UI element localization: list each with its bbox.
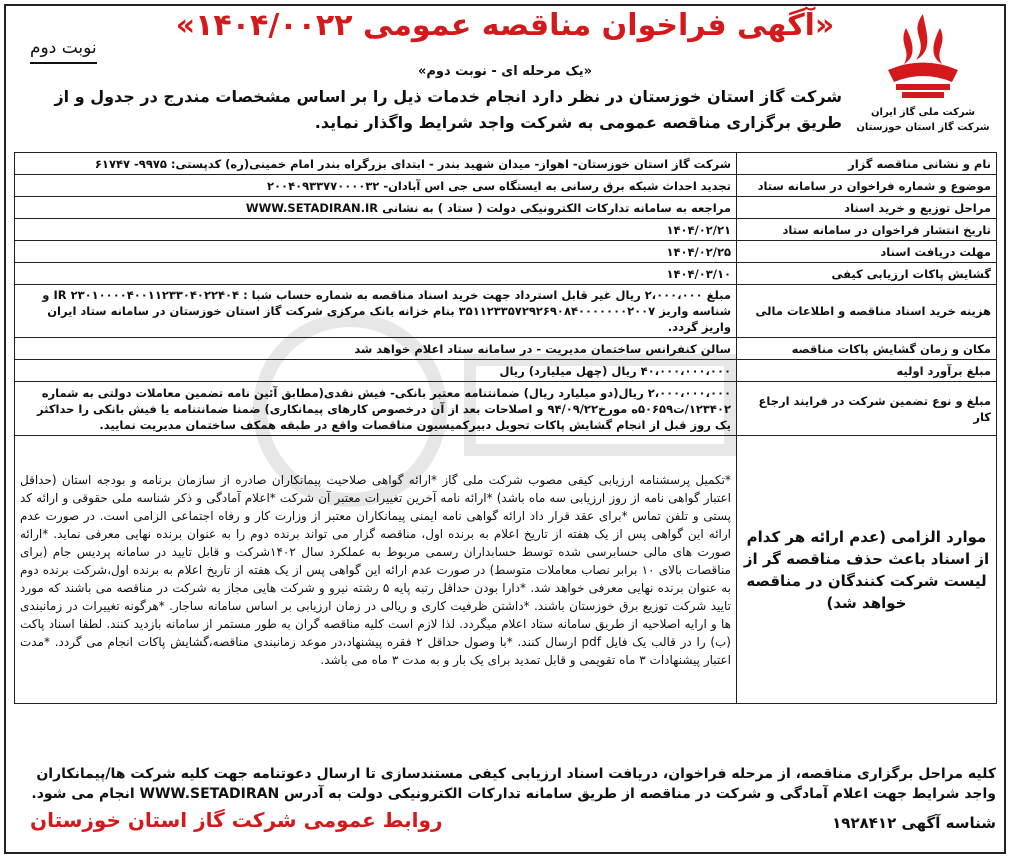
table-row (15, 285, 997, 338)
row-label: تاریخ انتشار فراخوان در سامانه ستاد (737, 219, 997, 241)
tender-info-table (14, 152, 997, 704)
row-label: گشایش پاکات ارزیابی کیفی (737, 263, 997, 285)
company-logo (848, 10, 998, 145)
row-value: ۴۰،۰۰۰،۰۰۰،۰۰۰ ریال (چهل میلیارد) ریال (15, 360, 737, 382)
logo-caption-1: شرکت ملی گاز ایران (871, 107, 975, 118)
page-subtitle: «یک مرحله ای - نوبت دوم» (417, 64, 593, 79)
logo-caption-2: شرکت گاز استان خوزستان (856, 121, 990, 133)
row-value: مبلغ ۲،۰۰۰،۰۰۰ ریال غیر قابل استرداد جهت خرید اسناد مناقصه به شماره حساب شبا : IR ۲۳۰۱۰۰۰۰۴۰۰۱۱۲۳۳۰۴۰۲۲۴۰۴ و شناسه واریز ۳۵۱۱۲۳۳۵۷۲۹۲۶۹۰۸۴۰۰۰۰۰۰۰۲۰۰۷ بنام خزانه بانک مرکزی شرکت گاز استان خوزستان در سامانه ستاد ایران واریز گردد. (15, 285, 737, 338)
table-row (15, 241, 997, 263)
public-relations-signature: روابط عمومی شرکت گاز استان خوزستان (30, 808, 443, 832)
ad-id: شناسه آگهی ۱۹۲۸۴۱۲ (832, 814, 996, 832)
table-row (15, 360, 997, 382)
row-value: شرکت گاز استان خوزستان- اهواز- میدان شهید بندر - ابتدای بزرگراه بندر امام خمینی(ره) کدپستی: ۹۹۷۵- ۶۱۷۴۷ (15, 153, 737, 175)
requirements-text: *تکمیل پرسشنامه ارزیابی کیفی مصوب شرکت ملی گاز *ارائه گواهی صلاحیت پیمانکاران صادره از سازمان برنامه و بودجه استان (حداقل اعتبار گواهی نامه از روز ارزیابی سه ماه باشد) *ارائه نامه آخرین تغییرات معتبر آن شرکت *اعلام آمادگی و ذکر شناسه ملی حقوقی و ارائه کد پستی و تلفن تماس *برای عقد قرار داد ارائه گواهی نامه ایمنی پیمانکاران معتبر از وزارت کار و رفاه اجتماعی الزامی است. در صورت عدم ارائه این گواهی پس از یک هفته از تاریخ اعلام به برنده اول، مناقصه گزار می تواند برنده دوم را به عنوان برنده نهایی معرفی نماید. *ارائه صورت های مالی حسابرسی شده توسط حسابداران رسمی مربوط به عملکرد سال ۱۴۰۲شرکت و قابل تایید در سامانه پردیس جام (برای مناقصات بالای ۱۰ برابر نصاب معاملات متوسط) در صورت عدم ارائه این گواهی پس از یک هفته از تاریخ اعلام به برنده اول،شرکت برنده دوم به عنوان برنده نهایی معرفی خواهد شد. *دارا بودن حداقل رتبه پایه ۵ رشته نیرو و شرکت هایی مجاز به شرکت در مناقصه می باشند که مورد تایید شرکت توزیع برق خوزستان باشند. *داشتن ظرفیت کاری و ریالی در زمان ارزیابی بر اساس سامانه ساجار. *هرگونه تغییرات در زمانبندی ها و ارایه اصلاحیه از طریق سامانه ستاد اعلام میگردد. لذا لازم است کلیه مناقصه گران به طور مستمر از سامانه بازدید کنند. لطفا اسناد پاکت (ب) را در قالب یک فایل pdf ارسال کنند. *با وصول حداقل ۲ فقره پیشنهاد،در موعد زمانبندی مناقصه،گشایش پاکات انجام می گردد. *مدت اعتبار پیشنهادات ۳ ماه تقویمی و قابل تمدید برای یک بار و به مدت ۳ ماه می باشد. (15, 436, 737, 704)
row-label: موضوع و شماره فراخوان در سامانه ستاد (737, 175, 997, 197)
table-row (15, 338, 997, 360)
table-row-requirements (15, 436, 997, 704)
table-row (15, 263, 997, 285)
footer-paragraph: کلیه مراحل برگزاری مناقصه، از مرحله فراخوان، دریافت اسناد ارزیابی کیفی مستندسازی تا ارسال دعوتنامه جهت کلیه شرکت ها/پیمانکاران واجد شرایط جهت اعلام آمادگی و شرکت در مناقصه از طریق سامانه تدارکات الکترونیکی دولت به آدرس WWW.SETADIRAN انجام می شود. (31, 766, 996, 802)
page-title: «آگهی فراخوان مناقصه عمومی ۱۴۰۴/۰۰۲۲» (175, 8, 835, 43)
row-value: ۱۴۰۴/۰۲/۲۱ (15, 219, 737, 241)
row-label: هزینه خرید اسناد مناقصه و اطلاعات مالی (737, 285, 997, 338)
gas-flame-icon (868, 10, 978, 105)
row-value: ۲،۰۰۰،۰۰۰،۰۰۰ ریال(دو میلیارد ریال) ضمانتنامه معتبر بانکی- فیش نقدی(مطابق آئین نامه تضمین معاملات دولتی به شماره ۱۲۳۴۰۲/ت۵۰۶۵۹ه مورخ۹۴/۰۹/۲۲ و اصلاحات بعد از آن درخصوص کارهای پیمانکاری) ضمنا ضمانتنامه یا فیش بانکی را حداکثر یک روز قبل از انجام گشایش پاکات تحویل دبیرکمیسیون مناقصات واقع در طبقه همکف ساختمان مدیریت نمایید. (15, 382, 737, 436)
requirements-label: موارد الزامی (عدم ارائه هر کدام از اسناد باعث حذف مناقصه گر از لیست شرکت کنندگان در مناقصه خواهد شد) (737, 436, 997, 704)
intro-paragraph: شرکت گاز استان خوزستان در نظر دارد انجام خدمات ذیل را بر اساس مشخصات مندرج در جدول و از طریق برگزاری مناقصه عمومی به شرکت واجد شرایط واگذار نماید. (54, 87, 842, 132)
row-value: سالن کنفرانس ساختمان مدیریت - در سامانه ستاد اعلام خواهد شد (15, 338, 737, 360)
table-row (15, 382, 997, 436)
row-label: مکان و زمان گشایش پاکات مناقصه (737, 338, 997, 360)
table-row (15, 197, 997, 219)
table-row (15, 219, 997, 241)
table-row (15, 153, 997, 175)
row-value: ۱۴۰۴/۰۳/۱۰ (15, 263, 737, 285)
row-label: نام و نشانی مناقصه گزار (737, 153, 997, 175)
table-row (15, 175, 997, 197)
row-value: تجدید احداث شبکه برق رسانی به ایستگاه سی جی اس آبادان- ۲۰۰۴۰۹۳۳۷۷۰۰۰۰۳۲ (15, 175, 737, 197)
row-value: ۱۴۰۴/۰۲/۲۵ (15, 241, 737, 263)
row-label: مبلغ برآورد اولیه (737, 360, 997, 382)
turn-label: نوبت دوم (30, 38, 97, 64)
row-label: مهلت دریافت اسناد (737, 241, 997, 263)
row-value: مراجعه به سامانه تدارکات الکترونیکی دولت ( ستاد ) به نشانی WWW.SETADIRAN.IR (15, 197, 737, 219)
row-label: مراحل توزیع و خرید اسناد (737, 197, 997, 219)
row-label: مبلغ و نوع تضمین شرکت در فرایند ارجاع کار (737, 382, 997, 436)
